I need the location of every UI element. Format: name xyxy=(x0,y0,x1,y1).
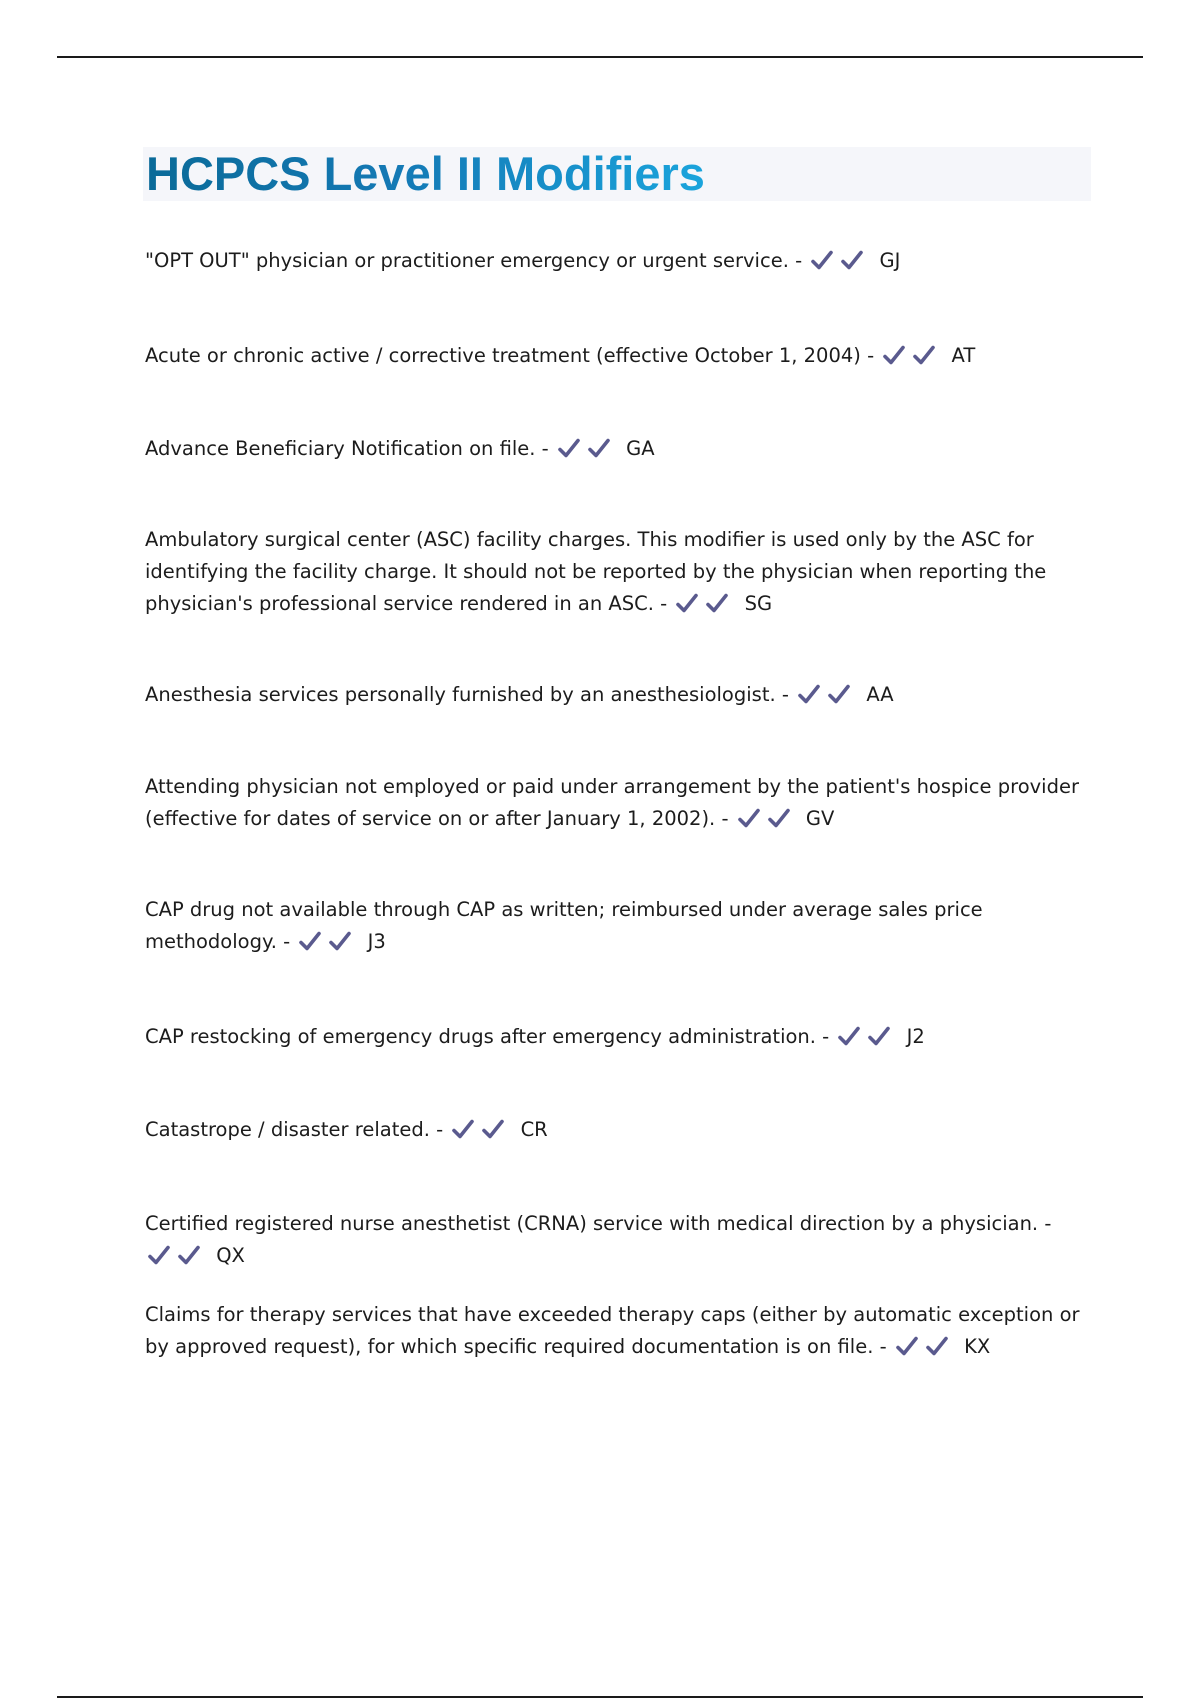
check-icon xyxy=(767,806,791,830)
question-text: "OPT OUT" physician or practitioner emergency or urgent service. - xyxy=(145,249,803,272)
question-text: Anesthesia services personally furnished by an anesthesiologist. - xyxy=(145,683,789,706)
flashcard-item xyxy=(145,1114,1095,1151)
question-text: Claims for therapy services that have exceeded therapy caps (either by automatic exception or by approved request), for which specific required documentation is on file. - xyxy=(145,1303,1080,1358)
modifier-code: GV xyxy=(805,807,835,830)
check-icon xyxy=(797,682,821,706)
check-icon xyxy=(840,248,864,272)
double-check-icon xyxy=(810,248,870,282)
double-check-icon xyxy=(895,1334,955,1368)
question-text: Attending physician not employed or paid under arrangement by the patient's hospice provider (effective for dates of service on or after January 1, 2002). - xyxy=(145,775,1079,830)
modifier-code: GJ xyxy=(879,249,901,272)
question-text: Acute or chronic active / corrective treatment (effective October 1, 2004) - xyxy=(145,344,875,367)
flashcard-item xyxy=(145,245,1095,282)
modifier-code: KX xyxy=(964,1335,991,1358)
double-check-icon xyxy=(837,1024,897,1058)
double-check-icon xyxy=(557,436,617,470)
flashcard-item xyxy=(145,524,1095,625)
modifier-code: CR xyxy=(520,1118,548,1141)
flashcard-item xyxy=(145,1208,1095,1277)
double-check-icon xyxy=(882,343,942,377)
double-check-icon xyxy=(451,1117,511,1151)
flashcard-item xyxy=(145,894,1095,963)
double-check-icon xyxy=(797,682,857,716)
check-icon xyxy=(451,1117,475,1141)
check-icon xyxy=(837,1024,861,1048)
check-icon xyxy=(895,1334,919,1358)
check-icon xyxy=(705,591,729,615)
question-text: Ambulatory surgical center (ASC) facility charges. This modifier is used only by the ASC for identifying the facility charge. It should not be reported by the physician when reporting the physician's professional service rendered in an ASC. - xyxy=(145,528,1047,615)
top-rule xyxy=(57,56,1143,58)
double-check-icon xyxy=(737,806,797,840)
flashcard-item xyxy=(145,433,1095,470)
flashcard-item xyxy=(145,1299,1095,1368)
question-text: Advance Beneficiary Notification on file. - xyxy=(145,437,549,460)
check-icon xyxy=(925,1334,949,1358)
modifier-code: J3 xyxy=(367,930,386,953)
check-icon xyxy=(737,806,761,830)
modifier-code: AT xyxy=(951,344,976,367)
modifier-code: AA xyxy=(866,683,894,706)
page-title: HCPCS Level II Modifiers xyxy=(146,144,705,204)
modifier-code: QX xyxy=(216,1244,245,1267)
bottom-rule xyxy=(57,1696,1143,1698)
modifier-code: SG xyxy=(744,592,773,615)
question-text: Certified registered nurse anesthetist (CRNA) service with medical direction by a physician. - xyxy=(145,1212,1052,1235)
flashcard-item xyxy=(145,679,1095,716)
double-check-icon xyxy=(675,591,735,625)
check-icon xyxy=(177,1243,201,1267)
check-icon xyxy=(675,591,699,615)
flashcard-item xyxy=(145,771,1095,840)
check-icon xyxy=(867,1024,891,1048)
question-text: CAP drug not available through CAP as written; reimbursed under average sales price methodology. - xyxy=(145,898,983,953)
flashcard-item xyxy=(145,340,1095,377)
check-icon xyxy=(810,248,834,272)
check-icon xyxy=(882,343,906,367)
double-check-icon xyxy=(147,1243,207,1277)
question-text: CAP restocking of emergency drugs after emergency administration. - xyxy=(145,1025,830,1048)
check-icon xyxy=(481,1117,505,1141)
check-icon xyxy=(328,929,352,953)
question-text: Catastrope / disaster related. - xyxy=(145,1118,444,1141)
flashcard-item xyxy=(145,1021,1095,1058)
check-icon xyxy=(912,343,936,367)
modifier-code: GA xyxy=(626,437,655,460)
check-icon xyxy=(827,682,851,706)
modifier-code: J2 xyxy=(906,1025,925,1048)
check-icon xyxy=(298,929,322,953)
check-icon xyxy=(147,1243,171,1267)
check-icon xyxy=(587,436,611,460)
check-icon xyxy=(557,436,581,460)
double-check-icon xyxy=(298,929,358,963)
